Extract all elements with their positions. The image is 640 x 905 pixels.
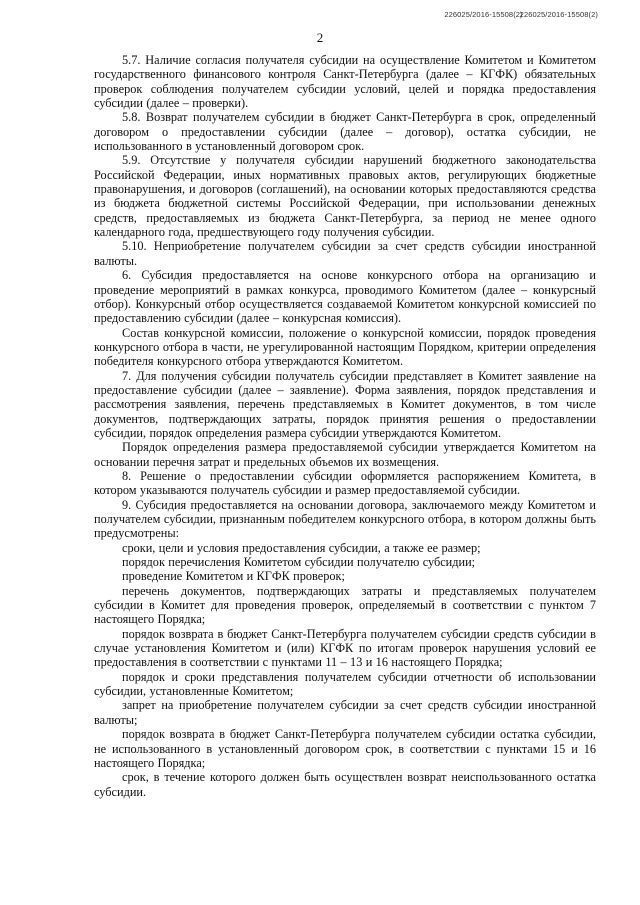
paragraph-5-8: 5.8. Возврат получателем субсидии в бюджет Санкт-Петербурга в срок, определенный договором о предоставлении субсидии (далее – договор), остатка субсидии, не использованного в установленный договором срок. — [94, 110, 596, 154]
list-item-refund-deadline: срок, в течение которого должен быть осуществлен возврат неиспользованного остатка субсидии. — [94, 770, 596, 799]
paragraph-5-7: 5.7. Наличие согласия получателя субсидии на осуществление Комитетом и Комитетом государственного финансового контроля Санкт-Петербурга (далее – КГФК) обязательных проверок соблюдения получателем субсидии условий, целей и порядка предоставления субсидии (далее – проверки). — [94, 53, 596, 111]
paragraph-5-10: 5.10. Неприобретение получателем субсидии за счет средств субсидии иностранной валюты. — [94, 239, 596, 268]
paragraph-5-9: 5.9. Отсутствие у получателя субсидии нарушений бюджетного законодательства Российской Федерации, иных нормативных правовых актов, регулирующих бюджетные правонарушения, и договоров (соглашений), на основании которых предоставляются средства из бюджета бюджетной системы Российской Федерации, при использовании денежных средств, предоставляемых из бюджета Санкт-Петербурга, за период не менее одного календарного года, предшествующего году получения субсидии. — [94, 153, 596, 240]
paragraph-9: 9. Субсидия предоставляется на основании договора, заключаемого между Комитетом и получателем субсидии, признанным победителем конкурсного отбора, в котором должны быть предусмотрены: — [94, 497, 596, 541]
list-item-refund-remainder: порядок возврата в бюджет Санкт-Петербурга получателем субсидии остатка субсидии, не использованного в установленный договором срок, в соответствии с пунктами 15 и 16 настоящего Порядка; — [94, 727, 596, 770]
document-id-primary: 226025/2016-15508(2) — [444, 10, 523, 19]
list-item-currency-ban: запрет на приобретение получателем субсидии за счет средств субсидии иностранной валюты; — [94, 698, 596, 727]
paragraph-6: 6. Субсидия предоставляется на основе конкурсного отбора на организацию и проведение мероприятий в рамках конкурса, проводимого Комитетом (далее – конкурсный отбор). Конкурсный отбор осуществляется создаваемой Комитетом конкурсной комиссией по предоставлению субсидии (далее – конкурсная комиссия). — [94, 268, 596, 326]
page-number: 2 — [316, 30, 324, 45]
list-item-terms: сроки, цели и условия предоставления субсидии, а также ее размер; — [122, 540, 481, 555]
list-item-documents: перечень документов, подтверждающих затраты и представляемых получателем субсидии в Комитет для проведения проверок, определяемый в соответствии с пунктом 7 настоящего Порядка; — [94, 583, 596, 627]
list-item-inspections: проведение Комитетом и КГФК проверок; — [122, 569, 345, 584]
list-item-refund-violations: порядок возврата в бюджет Санкт-Петербурга получателем субсидии средств субсидии в случае установления Комитетом и (или) КГФК по итогам проверок нарушения условий ее предоставления в соответствии с пунктами 11 – 13 и 16 настоящего Порядка; — [94, 626, 596, 670]
document-id-overlay: 226025/2016-15508(2) — [519, 10, 598, 19]
paragraph-7: 7. Для получения субсидии получатель субсидии представляет в Комитет заявление на предоставление субсидии (далее – заявление). Форма заявления, порядок представления и рассмотрения заявления, перечень представляемых в Комитет документов, в том числе документов, подтверждающих затраты, порядок принятия решения о предоставлении субсидии, порядок определения размера субсидии утверждаются Комитетом. — [94, 368, 596, 440]
document-body — [94, 53, 596, 799]
list-item-reporting: порядок и сроки представления получателем субсидии отчетности об использовании субсидии, установленные Комитетом; — [94, 669, 596, 699]
paragraph-7-amount: Порядок определения размера предоставляемой субсидии утверждается Комитетом на основании перечня затрат и предельных объемов их возмещения. — [94, 440, 596, 469]
list-item-transfer: порядок перечисления Комитетом субсидии получателю субсидии; — [122, 555, 476, 570]
paragraph-6-commission: Состав конкурсной комиссии, положение о конкурсной комиссии, порядок проведения конкурсного отбора в части, не урегулированной настоящим Порядком, критерии определения победителя конкурсного отбора утверждаются Комитетом. — [94, 325, 596, 369]
paragraph-8: 8. Решение о предоставлении субсидии оформляется распоряжением Комитета, в котором указываются получатель субсидии и размер предоставляемой субсидии. — [94, 468, 596, 498]
document-id-stamp — [444, 10, 598, 19]
